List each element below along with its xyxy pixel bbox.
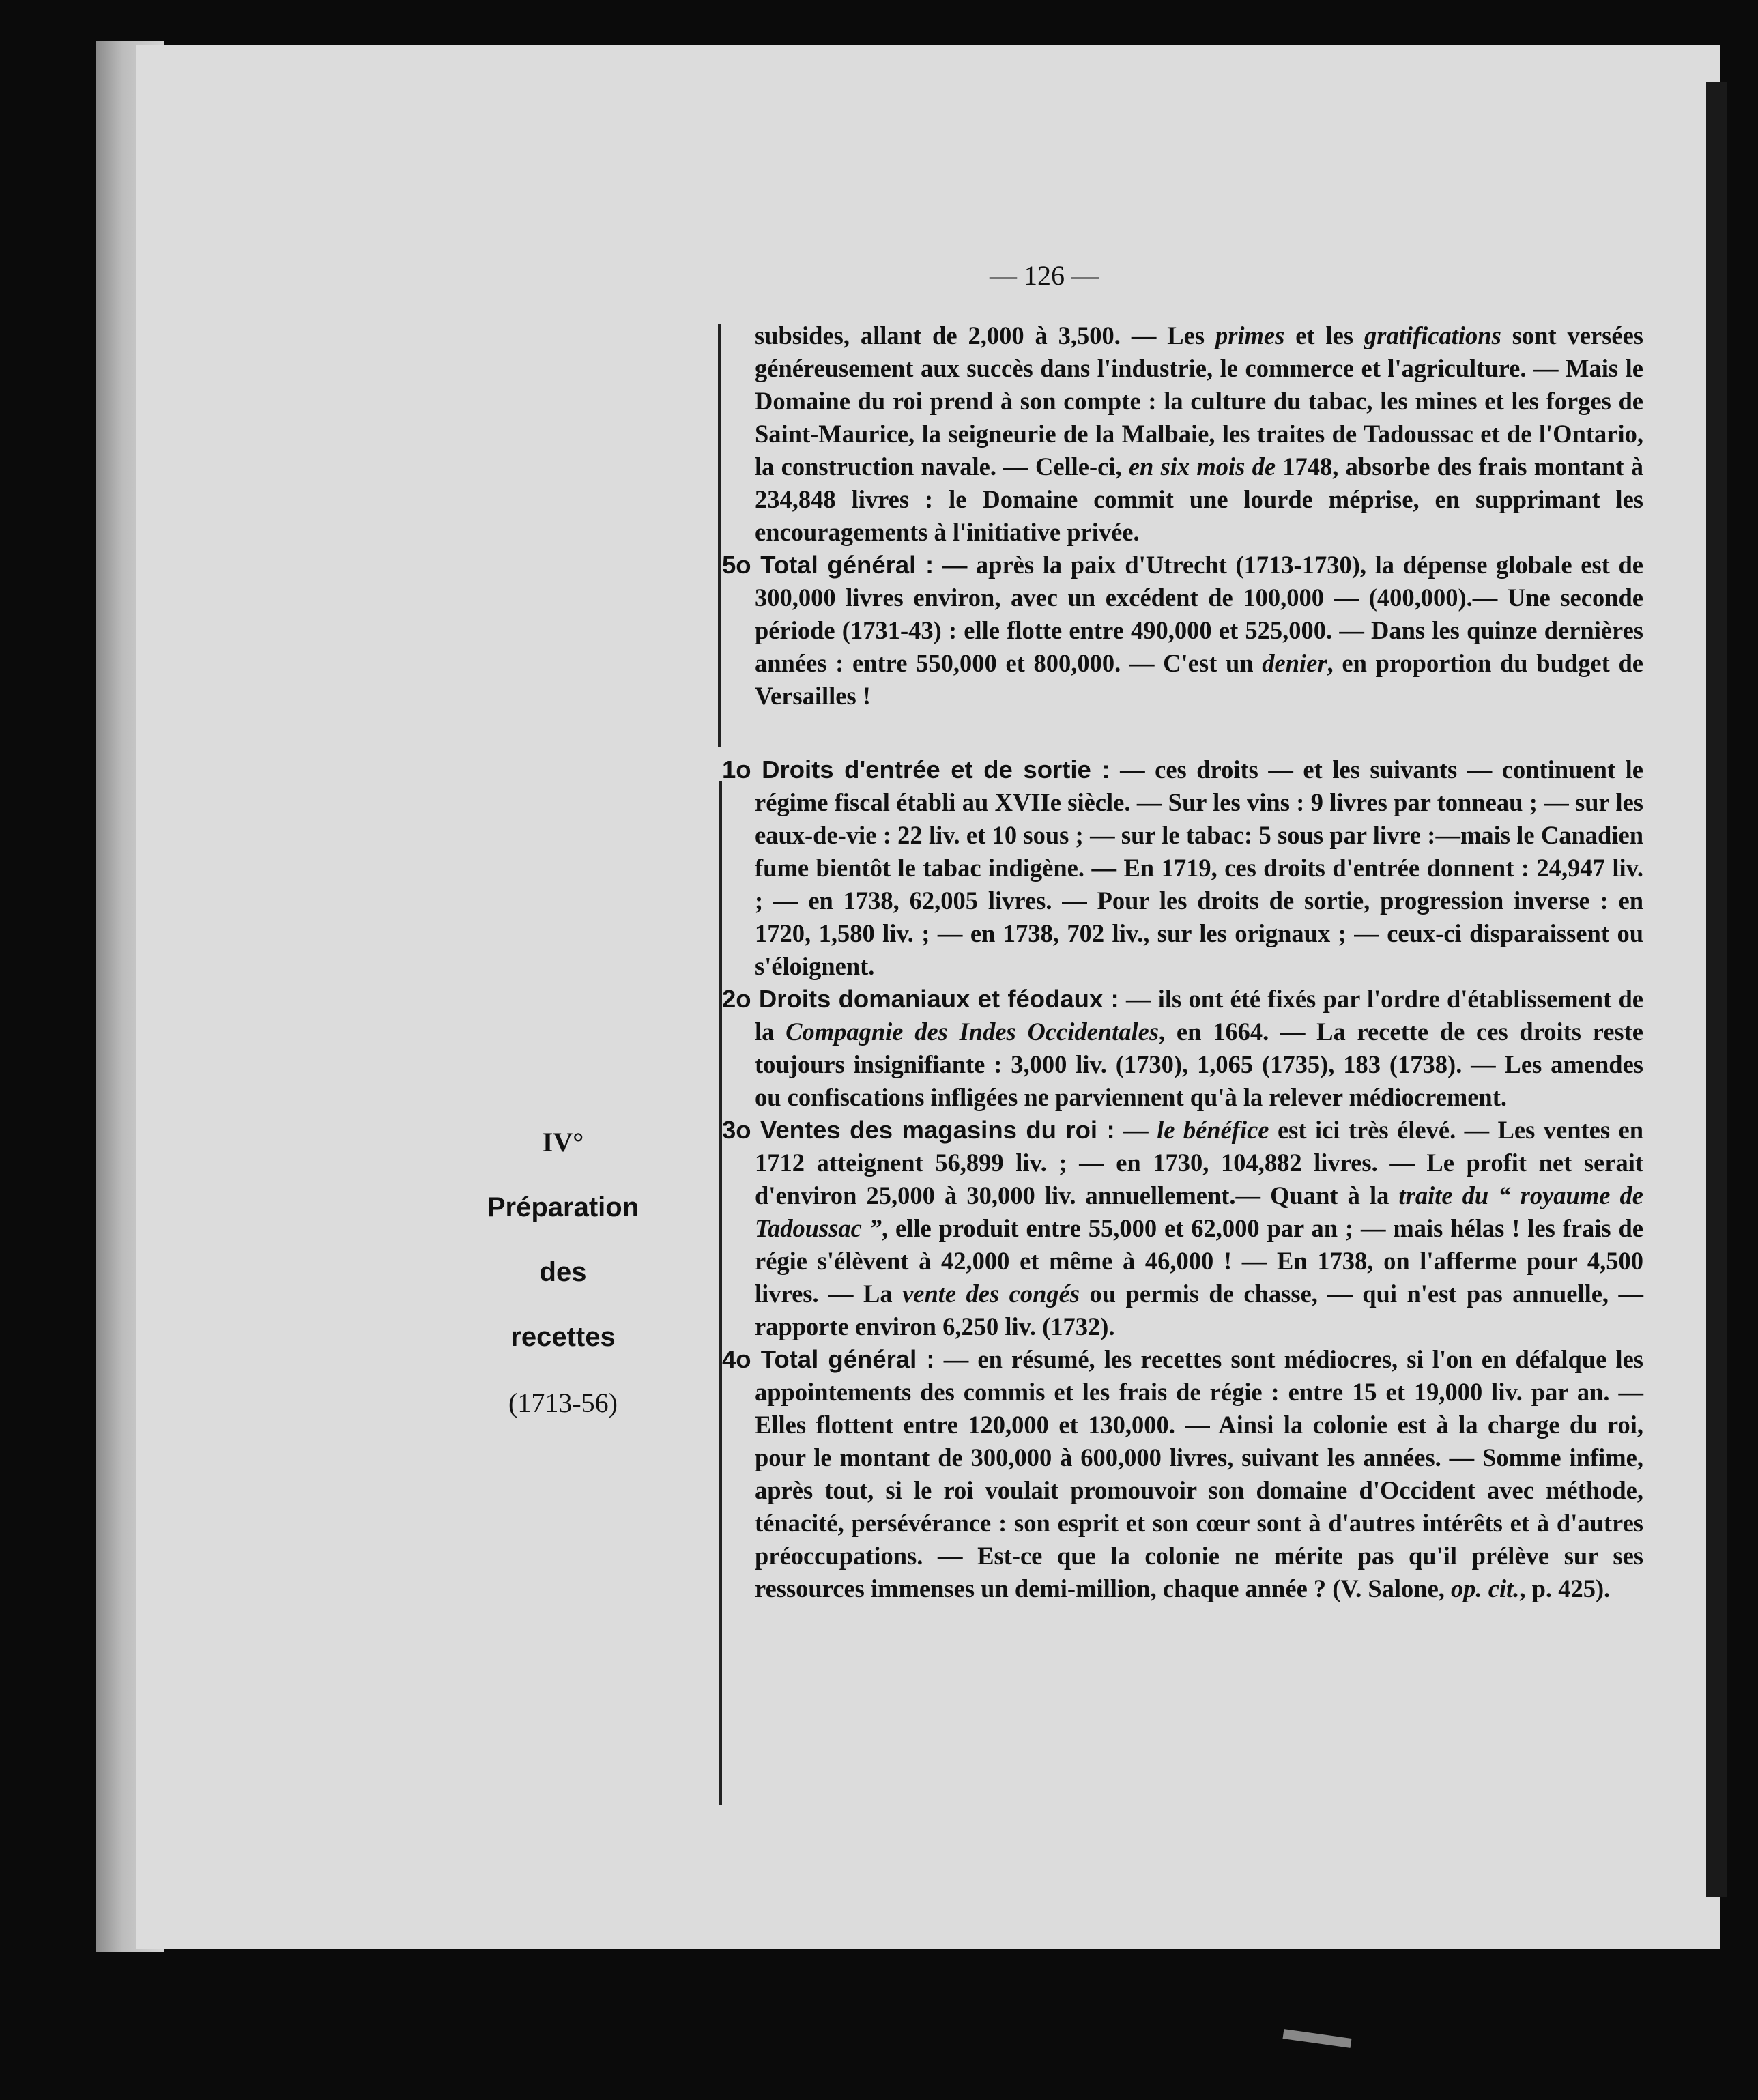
scan-smudge <box>1283 2029 1352 2048</box>
item-heading: 3o Ventes des magasins du roi : <box>722 1116 1115 1144</box>
item-heading: 1o Droits d'entrée et de sortie : <box>722 756 1110 783</box>
paragraph-total-depenses: 5o Total général : — après la paix d'Utrecht (1713-1730), la dépense globale est de 300,000 livres environ, avec un excédent de 100,000 — (400,000).— Une seconde période (1731-43) : elle flotte entre 490,000 et 525,000. — Dans les quinze dernières années : entre 550,000 et 800,000. — C'est un denier, en proportion du budget de Versailles ! <box>722 551 1643 710</box>
main-text <box>722 319 1643 1605</box>
item-heading: 4o Total général : <box>722 1345 935 1373</box>
page-edge-shadow <box>1706 82 1727 1897</box>
section-numeral: IV° <box>542 1127 584 1157</box>
page-number: — 126 — <box>990 260 1099 291</box>
paragraph-depenses-continued: subsides, allant de 2,000 à 3,500. — Les primes et les gratifications sont versées généreusement aux succès dans l'industrie, le commerce et l'agriculture. — Mais le Domaine du roi prend à son compte : la culture du tabac, les mines et les forges de Saint-Maurice, la seigneurie de la Malbaie, les traites de Tadoussac et de l'Ontario, la construction navale. — Celle-ci, en six mois de 1748, absorbe des frais montant à 234,848 livres : le Domaine commit une lourde méprise, en supprimant les encouragements à l'initiative privée. <box>755 321 1643 546</box>
item-heading: 5o Total général : <box>722 551 934 579</box>
paragraph-ventes-magasins: 3o Ventes des magasins du roi : — le bénéfice est ici très élevé. — Les ventes en 1712 atteignent 56,899 liv. ; — en 1730, 104,882 livres. — Le profit net serait d'environ 25,000 à 30,000 liv. annuellement.— Quant à la traite du “ royaume de Tadoussac ”, elle produit entre 55,000 et 62,000 par an ; — mais hélas ! les frais de régie s'élèvent à 42,000 et même à 46,000 ! — En 1738, on l'afferme pour 4,500 livres. — La vente des congés ou permis de chasse, — qui n'est pas annuelle, — rapporte environ 6,250 liv. (1732). <box>722 1116 1644 1340</box>
paragraph-droits-domaniaux: 2o Droits domaniaux et féodaux : — ils ont été fixés par l'ordre d'établissement de la Compagnie des Indes Occidentales, en 1664. — La recette de ces droits reste toujours insignifiante : 3,000 liv. (1730), 1,065 (1735), 183 (1738). — Les amendes ou confiscations infligées ne parviennent qu'à la relever médiocrement. <box>722 985 1644 1111</box>
section-title-word-2: des <box>539 1257 587 1287</box>
brace-depenses <box>718 324 721 747</box>
paragraph-total-recettes: 4o Total général : — en résumé, les recettes sont médiocres, si l'on en défalque les appointements des commis et les frais de régie : entre 15 et 19,000 liv. par an. — Elles flottent entre 120,000 et 130,000. — Ainsi la colonie est à la charge du roi, pour le montant de 300,000 à 600,000 livres, suivant les années. — Somme infime, après tout, si le roi voulait promouvoir son domaine d'Occident avec méthode, ténacité, persévérance : son esprit et son cœur sont à d'autres intérêts et à d'autres préoccupations. — Est-ce que la colonie ne mérite pas qu'il prélève sur ses ressources immenses un demi-million, chaque année ? (V. Salone, op. cit., p. 425). <box>722 1345 1643 1602</box>
paragraph-droits-entree: 1o Droits d'entrée et de sortie : — ces droits — et les suivants — continuent le régime fiscal établi au XVIIe siècle. — Sur les vins : 9 livres par tonneau ; — sur les eaux-de-vie : 22 liv. et 10 sous ; — sur le tabac: 5 sous par livre :—mais le Canadien fume bientôt le tabac indigène. — En 1719, ces droits d'entrée donnent : 24,947 liv. ; — en 1738, 62,005 livres. — Pour les droits de sortie, progression inverse : en 1720, 1,580 liv. ; — en 1738, 702 liv., sur les orignaux ; — ceux-ci disparaissent ou s'éloignent. <box>722 756 1643 980</box>
section-years: (1713-56) <box>508 1387 618 1418</box>
item-heading: 2o Droits domaniaux et féodaux : <box>722 985 1119 1013</box>
section-title-word-1: Préparation <box>487 1192 639 1222</box>
section-sidebar-heading <box>450 1126 676 1453</box>
section-title-word-3: recettes <box>510 1322 616 1352</box>
